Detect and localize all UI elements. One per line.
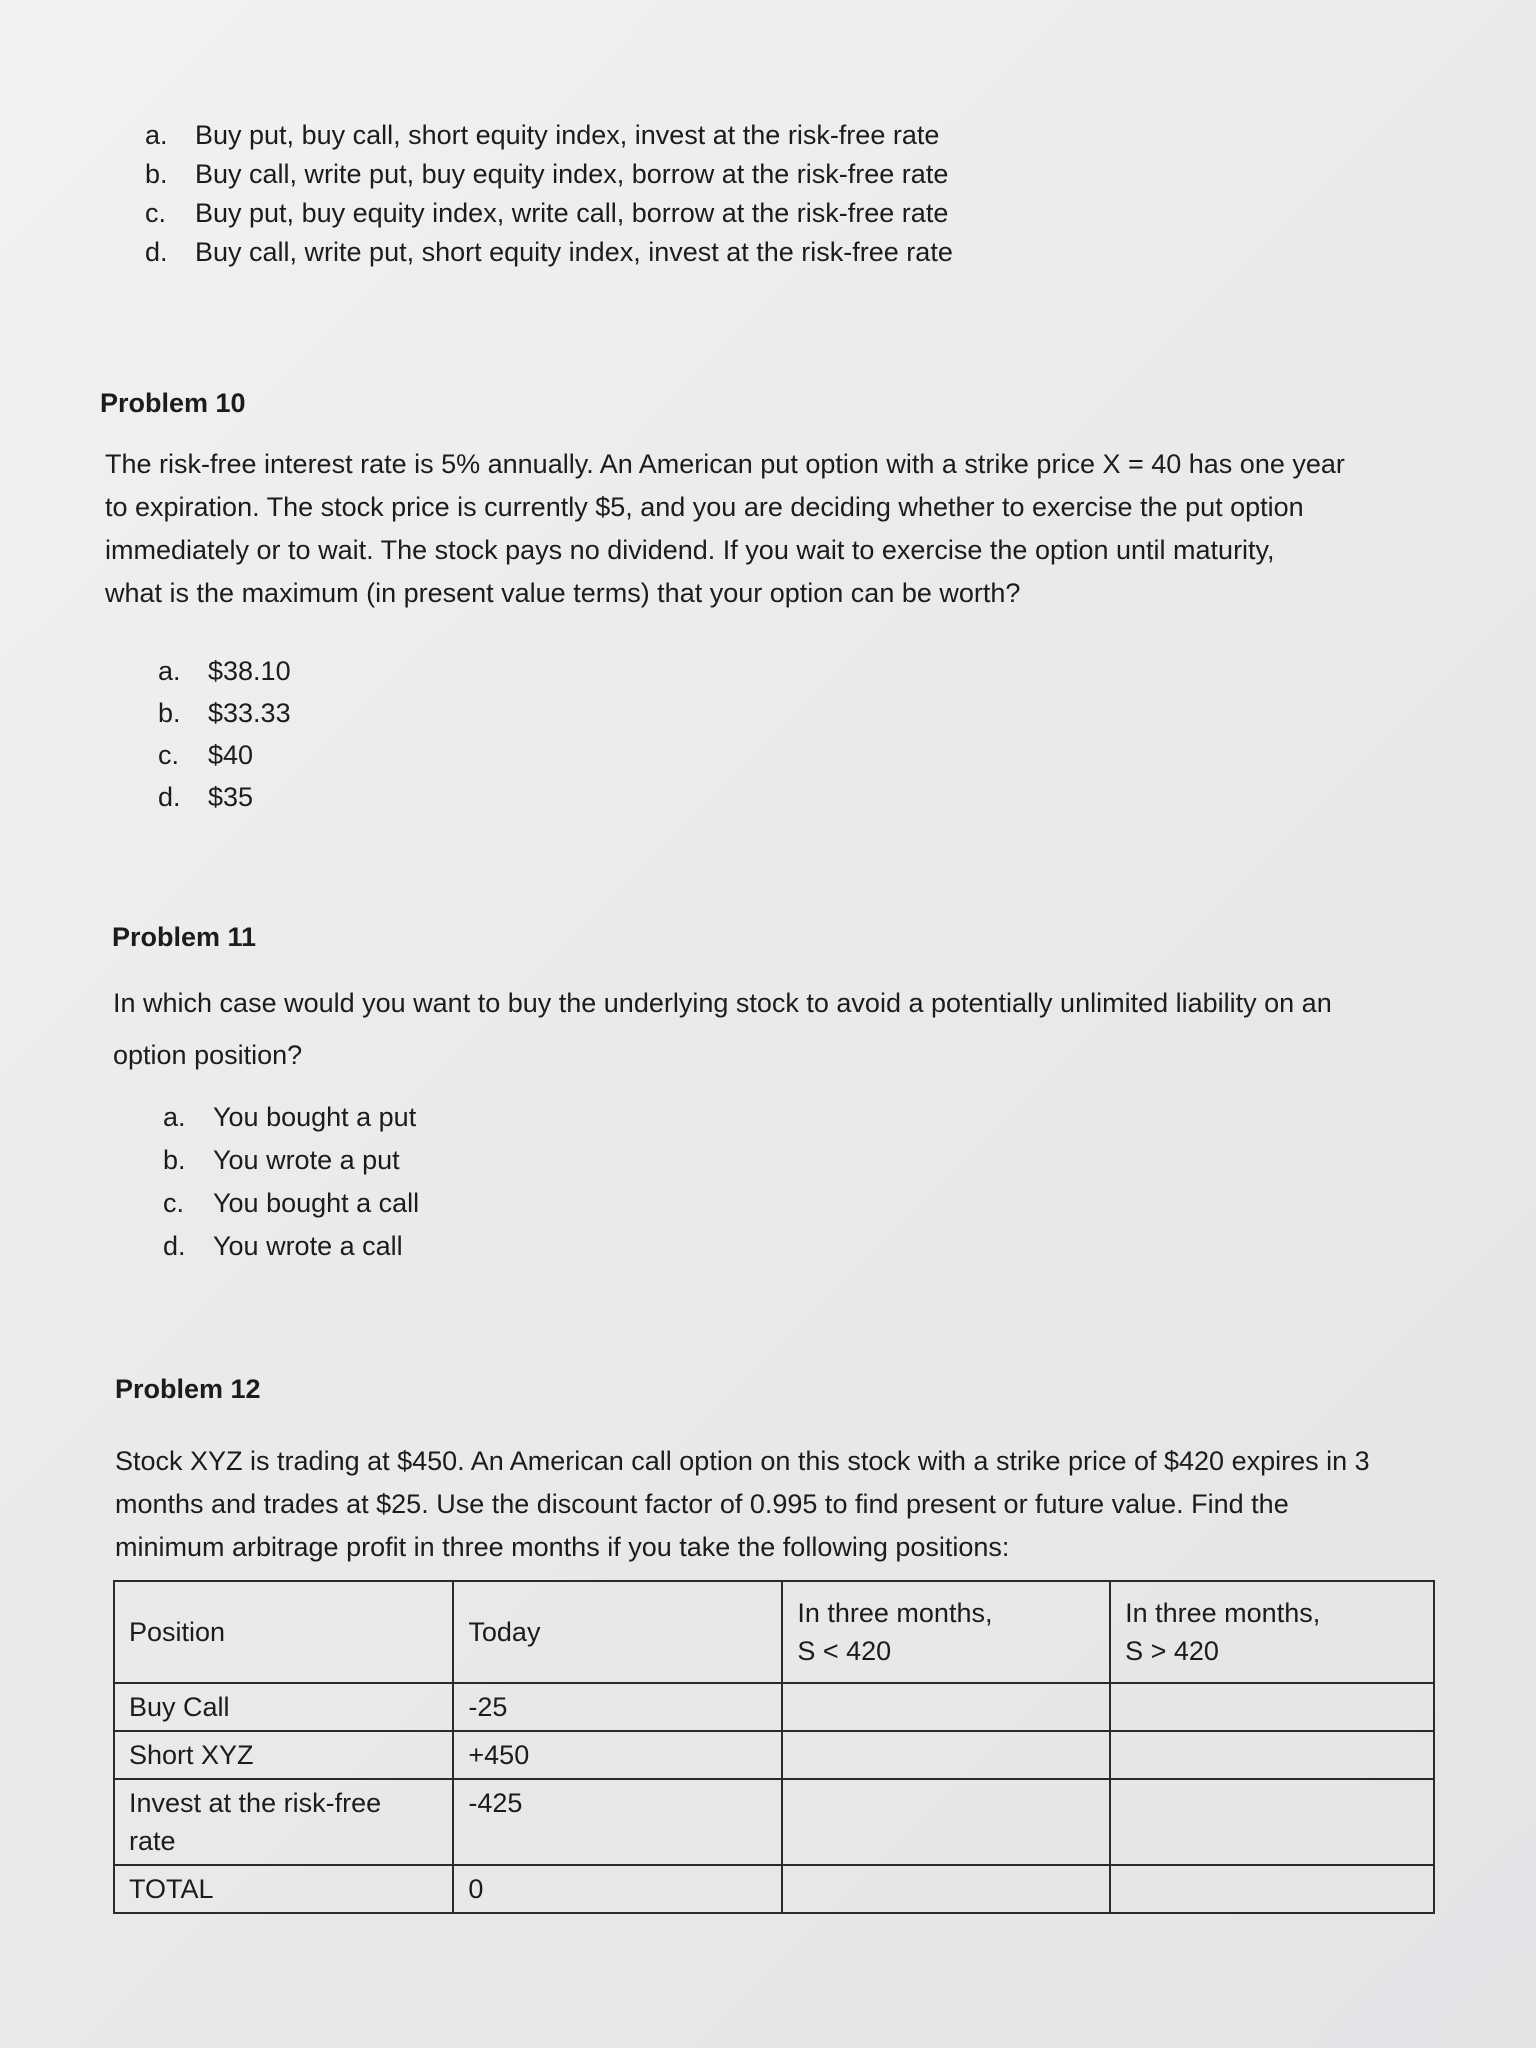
table-row — [114, 1731, 1434, 1779]
header-position: Position — [114, 1581, 453, 1683]
problem-11-option-a: a. You bought a put — [163, 1102, 417, 1132]
problem-10-title: Problem 10 — [100, 388, 246, 418]
cell-below[interactable] — [782, 1731, 1110, 1779]
option-b: b. Buy call, write put, buy equity index, borrow at the risk-free rate — [145, 159, 949, 189]
problem-12-title: Problem 12 — [115, 1374, 261, 1404]
option-c: c. Buy put, buy equity index, write call, borrow at the risk-free rate — [145, 198, 949, 228]
problem-10-option-c: c. $40 — [158, 740, 254, 770]
option-d: d. Buy call, write put, short equity index, invest at the risk-free rate — [145, 237, 953, 267]
cell-above[interactable] — [1110, 1865, 1434, 1913]
problem-10-option-a: a. $38.10 — [158, 656, 291, 686]
cell-position: Buy Call — [114, 1683, 453, 1731]
header-three-months-below: In three months, S < 420 — [782, 1581, 1110, 1683]
cell-today: -425 — [453, 1779, 782, 1865]
cell-below[interactable] — [782, 1683, 1110, 1731]
table-row-total — [114, 1865, 1434, 1913]
table-header-row — [114, 1581, 1434, 1683]
cell-today: -25 — [453, 1683, 782, 1731]
problem-10-option-b: b. $33.33 — [158, 698, 291, 728]
cell-position: Invest at the risk-free rate — [114, 1779, 453, 1865]
problem-12-text: Stock XYZ is trading at $450. An American call option on this stock with a strike price of $420 expires in 3 months and trades at $25. Use the discount factor of 0.995 to find present or future value. Find the minimum arbitrage profit in three months if you take the following positions: — [115, 1446, 1370, 1562]
problem-11-text: In which case would you want to buy the underlying stock to avoid a potentially unlimited liability on an option position? — [113, 988, 1332, 1070]
cell-above[interactable] — [1110, 1731, 1434, 1779]
positions-table — [113, 1580, 1435, 1914]
cell-above[interactable] — [1110, 1779, 1434, 1865]
cell-position: Short XYZ — [114, 1731, 453, 1779]
problem-11-option-d: d. You wrote a call — [163, 1231, 403, 1261]
problem-11-option-b: b. You wrote a put — [163, 1145, 400, 1175]
table-row — [114, 1779, 1434, 1865]
table-row — [114, 1683, 1434, 1731]
problem-11-title: Problem 11 — [112, 922, 257, 952]
cell-today: 0 — [453, 1865, 782, 1913]
cell-below[interactable] — [782, 1779, 1110, 1865]
header-three-months-above: In three months, S > 420 — [1110, 1581, 1434, 1683]
cell-below[interactable] — [782, 1865, 1110, 1913]
cell-today: +450 — [453, 1731, 782, 1779]
option-a: a. Buy put, buy call, short equity index, invest at the risk-free rate — [145, 120, 940, 150]
problem-10-text: The risk-free interest rate is 5% annually. An American put option with a strike price X = 40 has one year to expiration. The stock price is currently $5, and you are deciding whether to exercise the put option immediately or to wait. The stock pays no dividend. If you wait to exercise the option until maturity, what is the maximum (in present value terms) that your option can be worth? — [105, 449, 1345, 608]
cell-position: TOTAL — [114, 1865, 453, 1913]
problem-11-option-c: c. You bought a call — [163, 1188, 420, 1218]
cell-above[interactable] — [1110, 1683, 1434, 1731]
header-today: Today — [453, 1581, 782, 1683]
problem-10-option-d: d. $35 — [158, 782, 254, 812]
